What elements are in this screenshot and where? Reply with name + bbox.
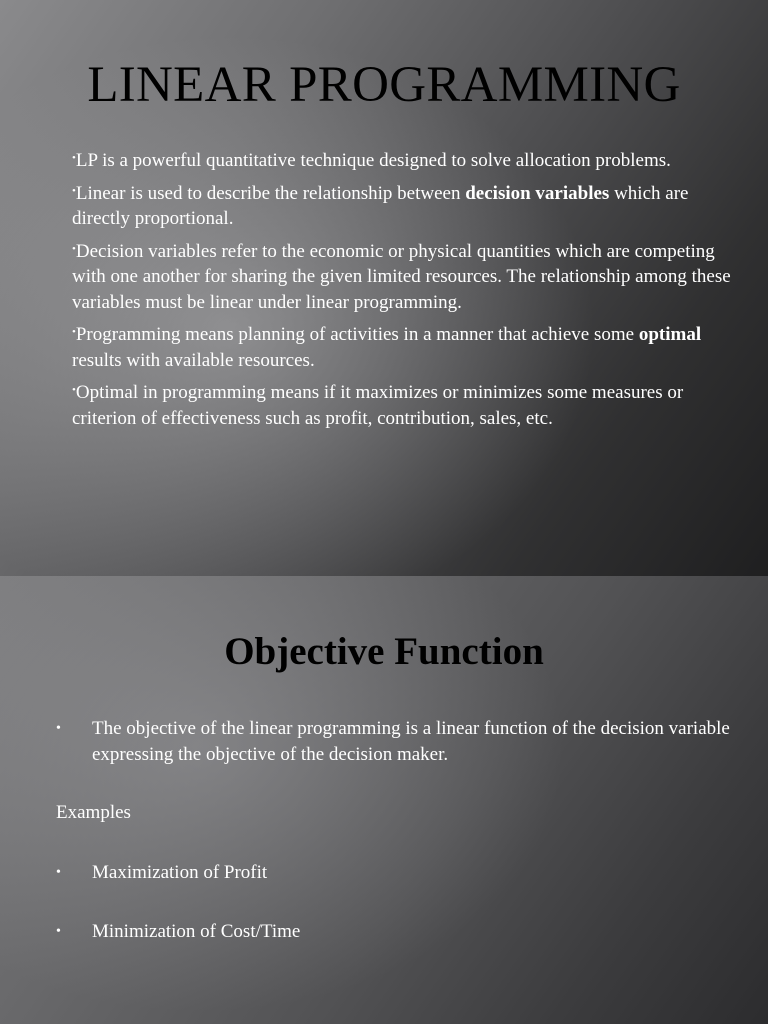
bullet-text: Maximization of Profit — [92, 861, 268, 883]
slide-body — [72, 146, 732, 436]
bullet-text-bold: optimal — [638, 324, 702, 345]
bullet-marker: • — [72, 242, 76, 255]
bullet-decision-variables — [72, 237, 732, 316]
slide-title: LINEAR PROGRAMMING — [87, 57, 681, 113]
bullet-linear — [72, 179, 732, 232]
bullet-lp-definition — [72, 146, 732, 174]
bullet-text-before: Programming means planning of activities in a manner that achieve some — [75, 324, 639, 345]
bullet-text: Optimal in programming means if it maximizes or minimizes some measures or criterion of effectiveness such as profit, contribution, sales, etc. — [72, 382, 684, 429]
bullet-text: The objective of the linear programming is a linear function of the decision variable expressing the objective of the decision maker. — [92, 718, 730, 765]
bullet-marker: • — [72, 384, 76, 396]
bullet-marker: • — [56, 721, 61, 736]
slide-title: Objective Function — [224, 630, 544, 673]
bullet-marker: • — [56, 864, 61, 880]
examples-label: Examples — [56, 802, 131, 823]
slide-objective-function — [0, 576, 768, 1024]
bullet-marker: • — [56, 924, 61, 939]
bullet-text: Decision variables refer to the economic or physical quantities which are competing with one another for sharing the given limited resources. The relationship among these variables must be linear under linear programming. — [72, 240, 731, 313]
bullet-example-cost — [56, 919, 736, 945]
bullet-text-before: Linear is used to describe the relationship between — [75, 182, 466, 204]
bullet-text: Minimization of Cost/Time — [92, 921, 301, 942]
bullet-text-after: results with available resources. — [72, 349, 315, 371]
bullet-text-after: which are directly proportional. — [72, 182, 689, 229]
bullet-objective — [56, 716, 736, 767]
slide-body — [56, 716, 736, 945]
bullet-marker: • — [72, 326, 76, 338]
bullet-optimal — [72, 378, 732, 431]
bullet-example-profit — [56, 860, 736, 886]
bullet-marker: • — [72, 152, 76, 164]
bullet-text-bold: decision variables — [465, 182, 610, 204]
bullet-programming — [72, 320, 732, 373]
bullet-marker: • — [72, 184, 76, 197]
bullet-text: LP is a powerful quantitative technique designed to solve allocation problems. — [75, 150, 671, 171]
